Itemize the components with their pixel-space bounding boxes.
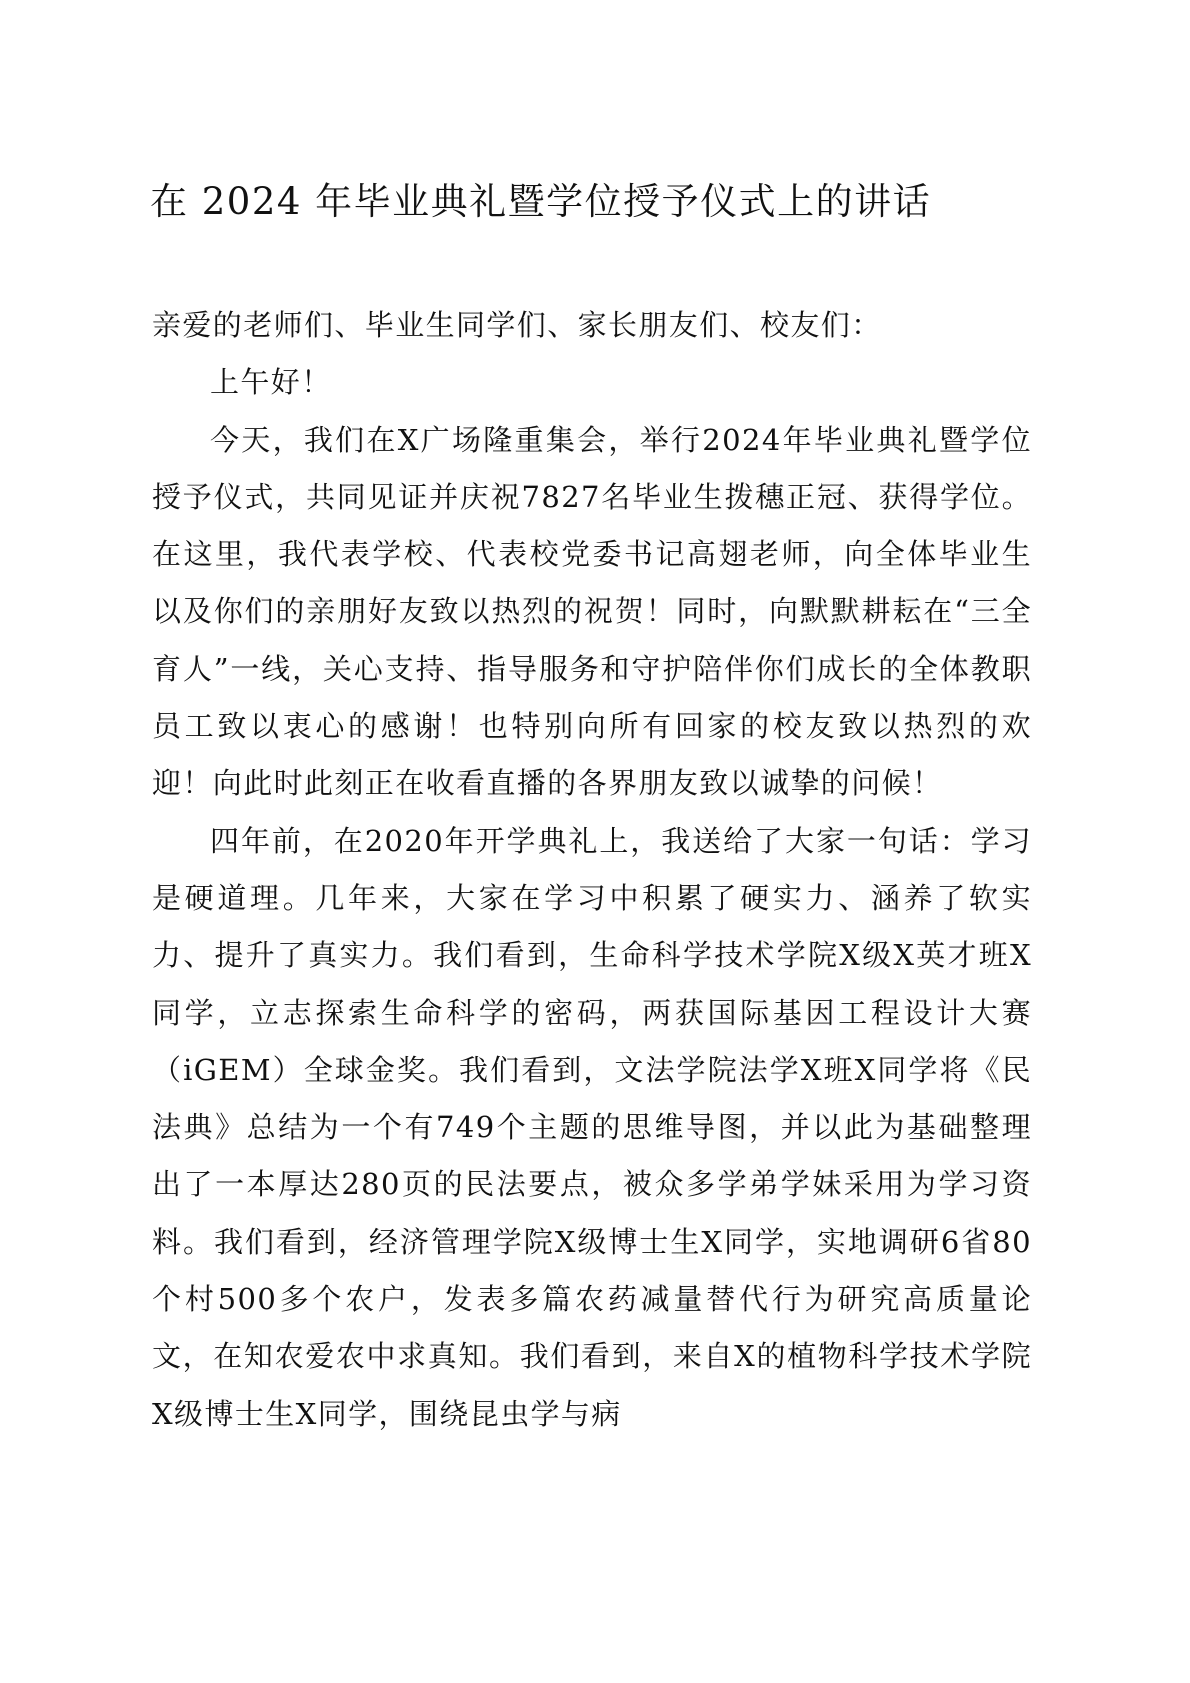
- paragraph-opening: 今天，我们在X广场隆重集会，举行2024年毕业典礼暨学位授予仪式，共同见证并庆祝7827名毕业生拨穗正冠、获得学位。在这里，我代表学校、代表校党委书记高翅老师，向全体毕业生以及你们的亲朋好友致以热烈的祝贺！同时，向默默耕耘在“三全育人”一线，关心支持、指导服务和守护陪伴你们成长的全体教职员工致以衷心的感谢！也特别向所有回家的校友致以热烈的欢迎！向此时此刻正在收看直播的各界朋友致以诚挚的问候！: [152, 422, 1032, 801]
- document-title: 在 2024 年毕业典礼暨学位授予仪式上的讲话: [150, 180, 932, 223]
- salutation: 亲爱的老师们、毕业生同学们、家长朋友们、校友们：: [152, 308, 882, 342]
- document-body: [152, 297, 1032, 1443]
- paragraph-achievements: 四年前，在2020年开学典礼上，我送给了大家一句话：学习是硬道理。几年来，大家在学习中积累了硬实力、涵养了软实力、提升了真实力。我们看到，生命科学技术学院X级X英才班X同学，立志探索生命科学的密码，两获国际基因工程设计大赛（iGEM）全球金奖。我们看到，文法学院法学X班X同学将《民法典》总结为一个有749个主题的思维导图，并以此为基础整理出了一本厚达280页的民法要点，被众多学弟学妹采用为学习资料。我们看到，经济管理学院X级博士生X同学，实地调研6省80个村500多个农户，发表多篇农药减量替代行为研究高质量论文，在知农爱农中求真知。我们看到，来自X的植物科学技术学院X级博士生X同学，围绕昆虫学与病: [152, 823, 1032, 1431]
- greeting: 上午好！: [210, 365, 332, 400]
